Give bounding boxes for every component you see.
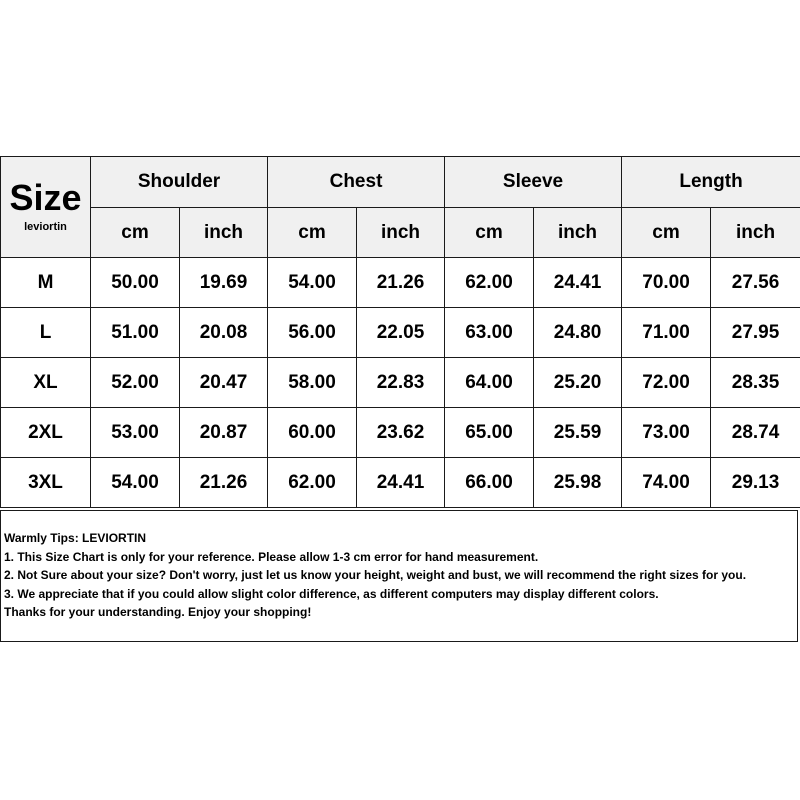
unit-header: cm: [622, 208, 711, 258]
table-cell: 60.00: [268, 408, 357, 458]
tip-line: 3. We appreciate that if you could allow slight color difference, as different computers may display different colors.: [4, 586, 659, 601]
size-label: 3XL: [1, 458, 91, 508]
table-cell: 65.00: [445, 408, 534, 458]
table-cell: 54.00: [268, 258, 357, 308]
table-cell: 70.00: [622, 258, 711, 308]
size-label: XL: [1, 358, 91, 408]
table-cell: 71.00: [622, 308, 711, 358]
group-header-chest: Chest: [268, 157, 445, 208]
table-row: [1, 458, 800, 508]
table-row: [1, 408, 800, 458]
group-header-shoulder: Shoulder: [91, 157, 268, 208]
unit-header: cm: [91, 208, 180, 258]
size-label: L: [1, 308, 91, 358]
table-cell: 72.00: [622, 358, 711, 408]
tips-heading: Warmly Tips: LEVIORTIN: [4, 531, 147, 545]
brand-label: leviortin: [24, 221, 67, 233]
size-chart-table: [0, 156, 800, 508]
unit-header: cm: [445, 208, 534, 258]
table-cell: 62.00: [268, 458, 357, 508]
table-cell: 28.74: [711, 408, 800, 458]
table-cell: 52.00: [91, 358, 180, 408]
table-cell: 20.08: [180, 308, 268, 358]
table-cell: 50.00: [91, 258, 180, 308]
table-cell: 24.80: [534, 308, 622, 358]
table-cell: 66.00: [445, 458, 534, 508]
table-cell: 21.26: [357, 258, 445, 308]
size-label: M: [1, 258, 91, 308]
table-cell: 28.35: [711, 358, 800, 408]
table-cell: 54.00: [91, 458, 180, 508]
table-cell: 23.62: [357, 408, 445, 458]
table-cell: 53.00: [91, 408, 180, 458]
table-cell: 29.13: [711, 458, 800, 508]
table-cell: 22.05: [357, 308, 445, 358]
table-row: [1, 358, 800, 408]
table-cell: 24.41: [357, 458, 445, 508]
table-cell: 25.98: [534, 458, 622, 508]
unit-header: inch: [534, 208, 622, 258]
table-cell: 27.95: [711, 308, 800, 358]
unit-header: cm: [268, 208, 357, 258]
size-label: 2XL: [1, 408, 91, 458]
unit-header: inch: [180, 208, 268, 258]
header-row-groups: [1, 157, 800, 208]
table-row: [1, 308, 800, 358]
table-cell: 22.83: [357, 358, 445, 408]
table-cell: 21.26: [180, 458, 268, 508]
table-cell: 56.00: [268, 308, 357, 358]
table-cell: 58.00: [268, 358, 357, 408]
table-cell: 74.00: [622, 458, 711, 508]
size-header-cell: [1, 157, 91, 258]
table-cell: 25.20: [534, 358, 622, 408]
header-row-units: [1, 208, 800, 258]
size-title: Size: [9, 177, 82, 218]
group-header-sleeve: Sleeve: [445, 157, 622, 208]
table-cell: 63.00: [445, 308, 534, 358]
table-cell: 20.47: [180, 358, 268, 408]
tip-line: 1. This Size Chart is only for your reference. Please allow 1-3 cm error for hand measurement.: [4, 549, 539, 564]
unit-header: inch: [357, 208, 445, 258]
tips-box: [0, 510, 798, 642]
table-cell: 62.00: [445, 258, 534, 308]
table-cell: 25.59: [534, 408, 622, 458]
tip-line: 2. Not Sure about your size? Don't worry, just let us know your height, weight and bust, we will recommend the right sizes for you.: [4, 568, 747, 583]
table-row: [1, 258, 800, 308]
table-cell: 24.41: [534, 258, 622, 308]
table-cell: 20.87: [180, 408, 268, 458]
table-cell: 19.69: [180, 258, 268, 308]
unit-header: inch: [711, 208, 800, 258]
table-cell: 51.00: [91, 308, 180, 358]
table-cell: 27.56: [711, 258, 800, 308]
tip-closing: Thanks for your understanding. Enjoy your shopping!: [4, 605, 312, 620]
table-cell: 64.00: [445, 358, 534, 408]
table-cell: 73.00: [622, 408, 711, 458]
group-header-length: Length: [622, 157, 800, 208]
